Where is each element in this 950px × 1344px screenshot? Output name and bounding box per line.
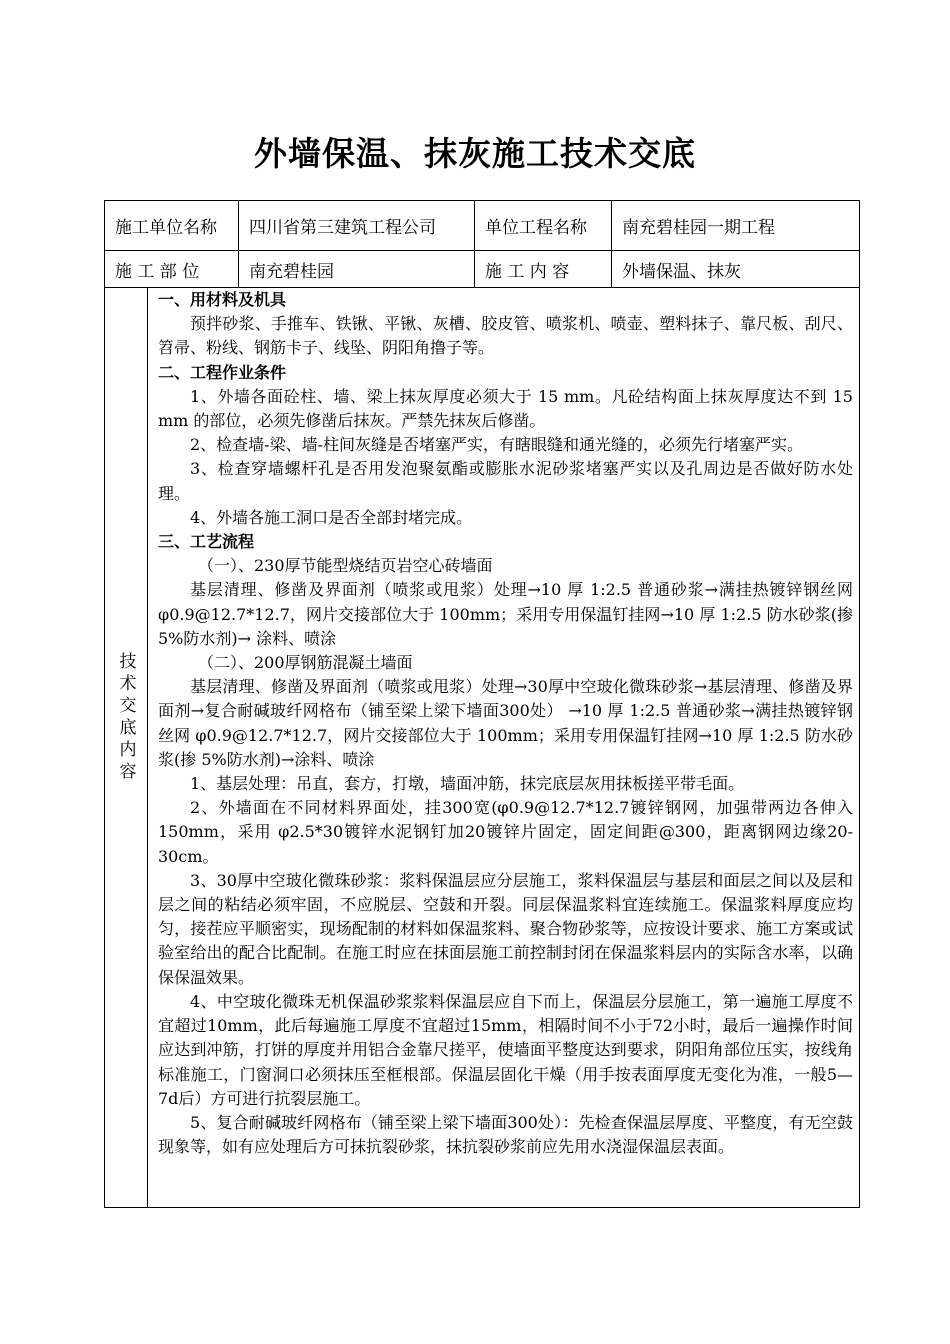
paragraph: 4、中空玻化微珠无机保温砂浆浆料保温层应自下而上，保温层分层施工，第一遍施工厚度不宜超过10mm，此后每遍施工厚度不宜超过15mm，相隔时间不小于72小时，最后一遍操作时间应达到冲筋，打饼的厚度并用铝合金靠尺搓平，使墙面平整度达到要求，阴阳角部位压实，按线角标准施工，门窗洞口必须抹压至框根部。保温层固化干燥（用手按表面厚度无变化为准，一般5—7d后）方可进行抗裂层施工。 xyxy=(158,991,853,1108)
part-value: 南充碧桂园 xyxy=(239,251,475,287)
section-heading: 二、工程作业条件 xyxy=(158,362,287,382)
disclosure-content xyxy=(158,288,853,1207)
paragraph: （一）、230厚节能型烧结页岩空心砖墙面 xyxy=(198,556,493,576)
paragraph: 预拌砂浆、手推车、铁锹、平锹、灰槽、胶皮管、喷浆机、喷壶、塑料抹子、靠尺板、刮尺、笤帚、粉线、钢筋卡子、线坠、阴阳角撸子等。 xyxy=(158,314,853,358)
section-heading: 一、用材料及机具 xyxy=(158,290,287,309)
paragraph: 3、30厚中空玻化微珠砂浆：浆料保温层应分层施工，浆料保温层与基层和面层之间以及层和层之间的粘结必须牢固，不应脱层、空鼓和开裂。同层保温浆料宜连续施工。保温浆料厚度应均匀，接茬应平顺密实，现场配制的材料如保温浆料、聚合物砂浆等，应按设计要求、施工方案或试验室给出的配合比配制。在施工时应在抹面层施工前控制封闭在保温浆料层内的实际含水率，以确保保温效果。 xyxy=(158,870,853,987)
unit-label: 施工单位名称 xyxy=(105,201,239,250)
paragraph: 1、外墙各面砼柱、墙、梁上抹灰厚度必须大于 15 mm。凡砼结构面上抹灰厚度达不到 15 mm 的部位，必须先修凿后抹灰。严禁先抹灰后修凿。 xyxy=(158,386,853,431)
header-row-2 xyxy=(105,251,859,288)
side-label-cell xyxy=(105,288,148,1207)
paragraph: 1、基层处理：吊直，套方，打墩，墙面冲筋，抹完底层灰用抹板搓平带毛面。 xyxy=(190,774,745,794)
project-label: 单位工程名称 xyxy=(475,201,612,250)
side-label: 技术交底内容 xyxy=(115,651,136,784)
header-row-1 xyxy=(105,201,859,251)
document-title: 外墙保温、抹灰施工技术交底 xyxy=(254,134,696,173)
paragraph: 基层清理、修凿及界面剂（喷浆或甩浆）处理→30厚中空玻化微珠砂浆→基层清理、修凿及界面剂→复合耐碱玻纤网格布（铺至梁上梁下墙面300处） →10 厚 1:2.5 普通砂浆→满挂热镀锌钢丝网 φ0.9@12.7*12.7，网片交接部位大于 100mm；采用专用保温钉挂网→10 厚 1:2.5 防水砂浆(掺 5%防水剂)→涂料、喷涂 xyxy=(158,677,853,769)
content-label: 施 工 内 容 xyxy=(475,251,612,287)
disclosure-table xyxy=(104,200,860,1208)
paragraph: 基层清理、修凿及界面剂（喷浆或甩浆）处理→10 厚 1:2.5 普通砂浆→满挂热镀锌钢丝网 φ0.9@12.7*12.7，网片交接部位大于 100mm；采用专用保温钉挂网→10 厚 1:2.5 防水砂浆(掺 5%防水剂)→ 涂料、喷涂 xyxy=(158,580,853,648)
part-label: 施 工 部 位 xyxy=(105,251,239,287)
unit-value: 四川省第三建筑工程公司 xyxy=(239,201,475,250)
paragraph: 3、检查穿墙螺杆孔是否用发泡聚氨酯或膨胀水泥砂浆堵塞严实以及孔周边是否做好防水处理。 xyxy=(158,459,853,503)
paragraph: 5、复合耐碱玻纤网格布（铺至梁上梁下墙面300处）：先检查保温层厚度、平整度，有无空鼓现象等，如有应处理后方可抹抗裂砂浆，抹抗裂砂浆前应先用水浇湿保温层表面。 xyxy=(158,1112,853,1157)
paragraph: 4、外墙各施工洞口是否全部封堵完成。 xyxy=(190,507,473,527)
paragraph: 2、外墙面在不同材料界面处，挂300宽(φ0.9@12.7*12.7镀锌钢网，加强带两边各伸入150mm，采用 φ2.5*30镀锌水泥钢钉加20镀锌片固定，固定间距@300，距离钢网边缘20-30cm。 xyxy=(158,798,853,866)
project-value: 南充碧桂园一期工程 xyxy=(622,218,775,238)
paragraph: （二）、200厚钢筋混凝土墙面 xyxy=(198,653,413,673)
paragraph: 2、检查墙-梁、墙-柱间灰缝是否堵塞严实，有瞎眼缝和通光缝的，必须先行堵塞严实。 xyxy=(190,435,803,455)
section-heading: 三、工艺流程 xyxy=(158,532,255,552)
content-value: 外墙保温、抹灰 xyxy=(622,261,741,282)
